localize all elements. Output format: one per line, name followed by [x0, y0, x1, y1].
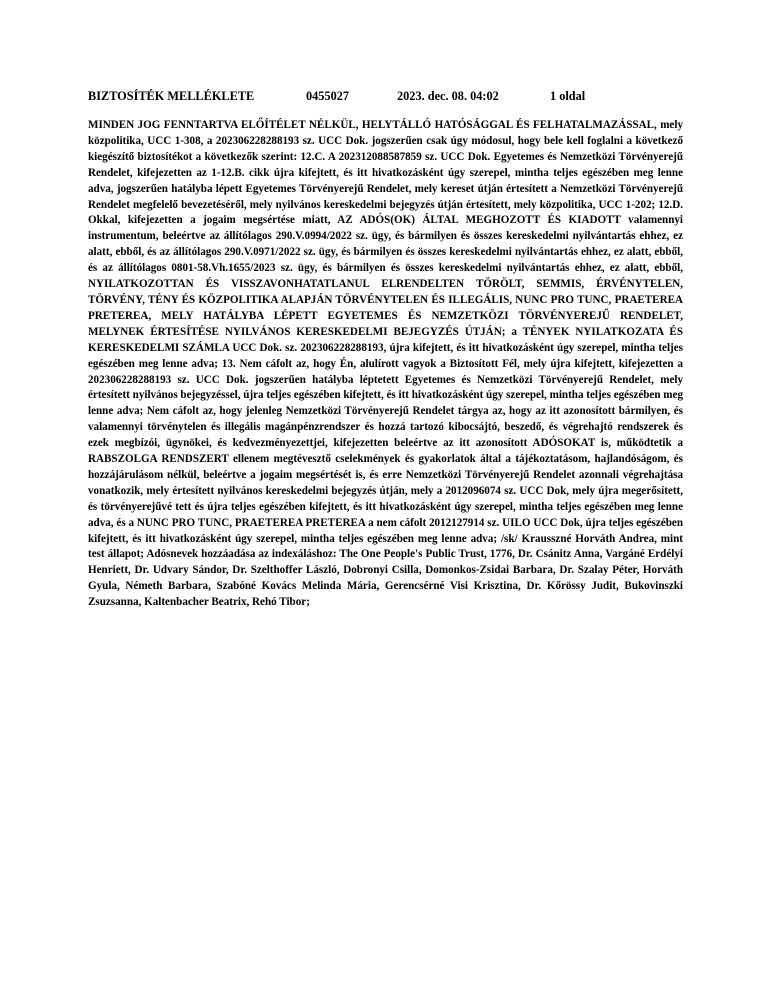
document-datetime: 2023. dec. 08. 04:02 — [397, 89, 499, 103]
document-title: BIZTOSÍTÉK MELLÉKLETE — [88, 89, 255, 103]
document-header — [88, 88, 688, 104]
page-indicator: 1 oldal — [550, 89, 586, 103]
document-body: MINDEN JOG FENNTARTVA ELŐÍTÉLET NÉLKÜL, HELYTÁLLÓ HATÓSÁGGAL ÉS FELHATALMAZÁSSAL, mely közpolitika, UCC 1-308, a 202306228288193 sz. UCC Dok. jogszerűen csak úgy módosul, hogy bele kell foglalni a következő kiegészítő biztosítékot a következők szerint: 12.C. A 202312088587859 sz. UCC Dok. Egyetemes és Nemzetközi Törvényerejű Rendelet, kifejezetten az 1-12.B. cikk újra kifejtett, és itt hivatkozásként úgy szerepel, mintha teljes egészében meg lenne adva, jogszerűen hatályba lépett Egyetemes Törvényerejű Rendelet, mely kereset útján értesített a Nemzetközi Törvényerejű Rendelet megfelelő bevezetéséről, mely nyilvános kereskedelmi bejegyzés útján értesített, mely közpolitika, UCC 1-202; 12.D. Okkal, kifejezetten a jogaim megsértése miatt, AZ ADÓS(OK) ÁLTAL MEGHOZOTT ÉS KIADOTT valamennyi instrumentum, beleértve az állítólagos 290.V.0994/2022 sz. ügy, és bármilyen és összes kereskedelmi nyilvántartás ehhez, ez alatt, ebből, és az állítólagos 290.V.0971/2022 sz. ügy, és bármilyen és összes kereskedelmi nyilvántartás ehhez, ez alatt, ebből, és az állítólagos 0801-58.Vh.1655/2023 sz. ügy, és bármilyen és összes kereskedelmi nyilvántartás ehhez, ez alatt, ebből, NYILATKOZOTTAN ÉS VISSZAVONHATATLANUL ELRENDELTEN TÖRÖLT, SEMMIS, ÉRVÉNYTELEN, TÖRVÉNY, TÉNY ÉS KÖZPOLITIKA ALAPJÁN TÖRVÉNYTELEN ÉS ILLEGÁLIS, NUNC PRO TUNC, PRAETEREA PRETEREA, MELY HATÁLYBA LÉPETT EGYETEMES ÉS NEMZETKÖZI TÖRVÉNYEREJŰ RENDELET, MELYNEK ÉRTESÍTÉSE NYILVÁNOS KERESKEDELMI BEJEGYZÉS ÚTJÁN; a TÉNYEK NYILATKOZATA ÉS KERESKEDELMI SZÁMLA UCC Dok. sz. 202306228288193, újra kifejtett, és itt hivatkozásként úgy szerepel, mintha teljes egészében meg lenne adva; 13. Nem cáfolt az, hogy Én, alulírott vagyok a Biztosított Fél, mely újra kifejtett, kifejezetten a 202306228288193 sz. UCC Dok. jogszerűen hatályba léptetett Egyetemes és Nemzetközi Törvényerejű Rendelet, mely értesített nyilvános bejegyzéssel, újra teljes egészében kifejtett, és itt hivatkozásként úgy szerepel, mintha teljes egészében meg lenne adva; Nem cáfolt az, hogy jelenleg Nemzetközi Törvényerejű Rendelet tárgya az, hogy az itt azonosított bármilyen, és valamennyi törvénytelen és illegális magánpénzrendszer és hozzá tartozó kibocsájtó, beszedő, és végrehajtó rendszerek és ezek megbízói, ügynökei, és kedvezményezettjei, kifejezetten beleértve az itt azonosított ADÓSOKAT is, működtetik a RABSZOLGA RENDSZERT ellenem megtévesztő cselekmények és gyakorlatok által a tájékoztatásom, hajlandóságom, és hozzájárulásom nélkül, beleértve a jogaim megsértését is, és erre Nemzetközi Törvényerejű Rendelet azonnali végrehajtása vonatkozik, mely értesített nyilvános kereskedelmi bejegyzés útján, mely a 2012096074 sz. UCC Dok, mely újra megerősített, és törvényerejűvé tett és újra teljes egészében kifejtett, és itt hivatkozásként úgy szerepel, mintha teljes egészében meg lenne adva, és a NUNC PRO TUNC, PRAETEREA PRETEREA a nem cáfolt 2012127914 sz. UILO UCC Dok, újra teljes egészében kifejtett, és itt hivatkozásként úgy szerepel, mintha teljes egészében meg lenne adva; /sk/ Krausszné Horváth Andrea, mint test állapot; Adósnevek hozzáadása az indexáláshoz: The One People's Public Trust, 1776, Dr. Csánitz Anna, Vargáné Erdélyi Henriett, Dr. Udvary Sándor, Dr. Szelthoffer László, Dobronyi Csilla, Domonkos-Zsidai Barbara, Dr. Szalay Péter, Horváth Gyula, Németh Barbara, Szabóné Kovács Melinda Mária, Gerencsérné Visi Krisztina, Dr. Kőrössy Judit, Bukovinszki Zsuzsanna, Kaltenbacher Beatrix, Rehó Tibor; — [88, 119, 684, 609]
document-number: 0455027 — [306, 89, 350, 103]
